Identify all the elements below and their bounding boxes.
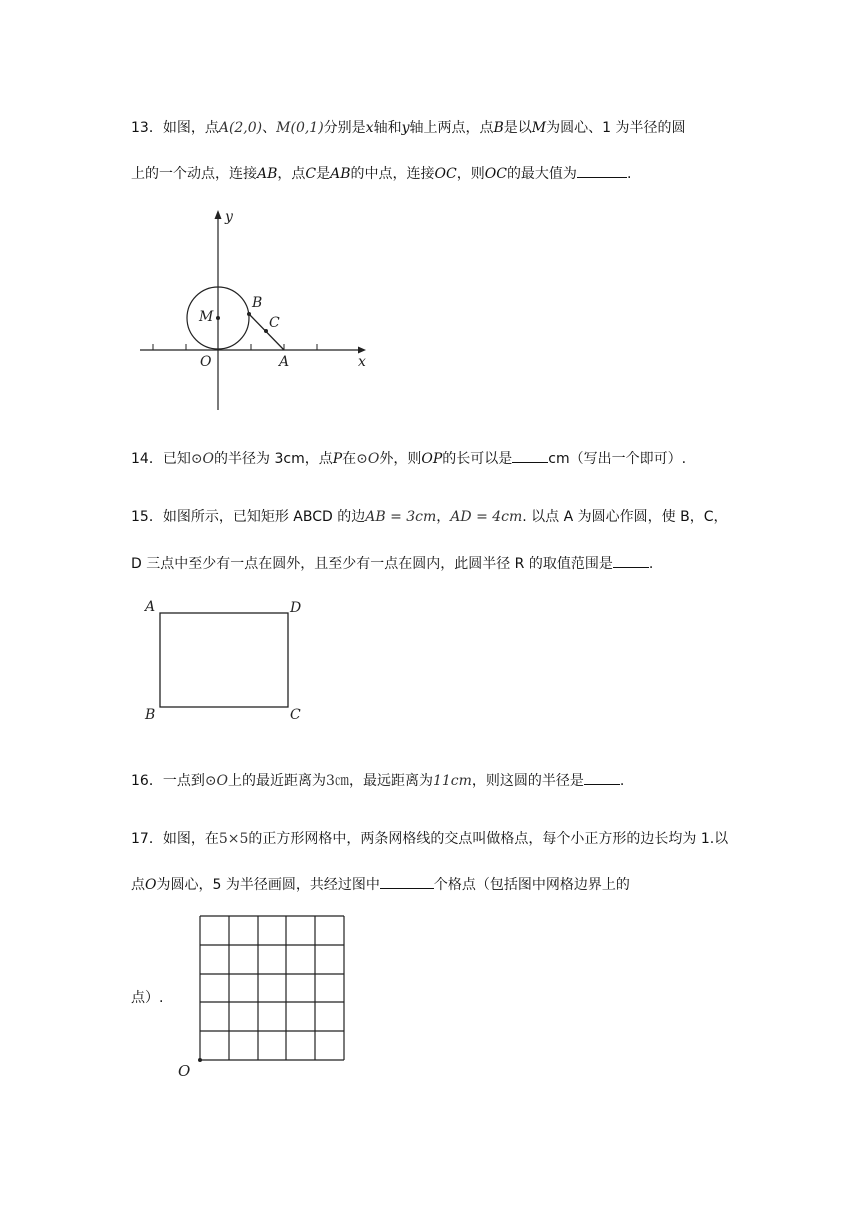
text: 的半径为 3cm，点 — [214, 451, 333, 467]
label-a: A — [145, 599, 156, 615]
text: 上的一个动点，连接 — [131, 166, 257, 182]
text: 的中点，连接 — [350, 166, 435, 182]
text: 上的最近距离为 — [228, 773, 327, 789]
point-m — [216, 316, 220, 320]
text: D 三点中至少有一点在圆外，且至少有一点在圆内，此圆半径 R 的取值范围是 — [131, 556, 613, 572]
text: 点）. — [131, 990, 164, 1006]
text: ，点 — [277, 166, 306, 182]
text: 是以 — [503, 120, 532, 136]
var-oc: OC — [484, 166, 507, 182]
label-c: C — [269, 315, 280, 331]
text: ，则这圆的半径是 — [471, 773, 584, 789]
text: . 以点 A 为圆心作圆，使 B，C， — [522, 509, 728, 525]
circle-o-symbol: ⊙O — [356, 451, 380, 467]
text: 为圆心，5 为半径画圆，共经过图中 — [156, 877, 380, 893]
text: . — [619, 773, 625, 789]
point-b — [247, 312, 251, 316]
q13-number: 13．如图，点 — [131, 120, 219, 136]
text: . — [626, 166, 632, 182]
y-axis-arrow-icon — [215, 210, 222, 219]
answer-blank[interactable] — [380, 874, 434, 889]
var-p: P — [332, 451, 343, 467]
label-m: M — [199, 309, 214, 325]
var-ab: AB — [330, 166, 351, 182]
q17-line-3 — [131, 988, 163, 1008]
q13-line-1 — [131, 118, 686, 138]
circle-o-symbol: ⊙O — [190, 451, 215, 467]
q17-line-2 — [131, 874, 630, 895]
label-a: A — [279, 354, 290, 370]
q13-figure — [130, 200, 390, 420]
text: cm（写出一个即可）. — [548, 451, 687, 467]
point-c — [264, 329, 268, 333]
q15-line-1 — [131, 507, 728, 527]
math-5x5: 5×5 — [218, 831, 249, 847]
label-x: x — [358, 354, 366, 370]
answer-blank[interactable] — [512, 448, 548, 463]
label-d: D — [290, 600, 302, 616]
point-o — [198, 1058, 202, 1062]
answer-blank[interactable] — [577, 163, 627, 178]
var-c: C — [305, 166, 317, 182]
var-y: y — [401, 120, 410, 136]
label-b: B — [252, 295, 263, 311]
q17-number: 17．如图，在 — [131, 831, 219, 847]
q14-line — [131, 448, 686, 469]
var-b: B — [493, 120, 504, 136]
text: 轴上两点，点 — [409, 120, 494, 136]
math-ab: AB = 3cm — [365, 509, 437, 525]
q17-grid-figure — [170, 910, 355, 1085]
rectangle-abcd — [160, 613, 288, 707]
var-x: x — [365, 120, 374, 136]
q15-number: 15．如图所示，已知矩形 ABCD 的边 — [131, 509, 366, 525]
var-m: M — [531, 120, 547, 136]
text: 轴和 — [373, 120, 402, 136]
math-3cm: 3㎝ — [326, 773, 349, 789]
label-c: C — [290, 707, 301, 723]
text: 是 — [316, 166, 331, 182]
text: 的最大值为 — [506, 166, 577, 182]
text: 个格点（包括图中网格边界上的 — [433, 877, 630, 893]
circle-o-symbol: ⊙O — [204, 773, 229, 789]
text: 的长可以是 — [442, 451, 513, 467]
q15-figure — [140, 595, 320, 725]
text: 为圆心、1 为半径的圆 — [546, 120, 686, 136]
text: ， — [436, 509, 451, 525]
label-o: O — [178, 1062, 191, 1080]
answer-blank[interactable] — [584, 770, 620, 785]
text: 、 — [262, 120, 277, 136]
var-o: O — [145, 877, 157, 893]
point-m-coord: M(0,1) — [276, 120, 324, 136]
q13-line-2 — [131, 163, 631, 184]
math-11cm: 11cm — [432, 773, 472, 789]
point-a-coord: A(2,0) — [218, 120, 263, 136]
axis-ticks — [153, 344, 317, 350]
text: ，则 — [456, 166, 485, 182]
q14-number: 14．已知 — [131, 451, 191, 467]
q16-number: 16．一点到 — [131, 773, 205, 789]
text: ，最远距离为 — [348, 773, 433, 789]
label-y: y — [225, 209, 233, 225]
text: 在 — [342, 451, 357, 467]
answer-blank[interactable] — [613, 553, 649, 568]
text: 外，则 — [379, 451, 422, 467]
label-o: O — [200, 354, 212, 370]
var-ab: AB — [257, 166, 278, 182]
var-op: OP — [421, 451, 443, 467]
text: 的正方形网格中，两条网格线的交点叫做格点，每个小正方形的边长均为 1.以 — [248, 831, 729, 847]
var-oc: OC — [434, 166, 457, 182]
q15-line-2 — [131, 553, 653, 574]
x-axis-arrow-icon — [358, 347, 366, 354]
q17-line-1 — [131, 829, 728, 849]
label-b: B — [145, 707, 156, 723]
text: 点 — [131, 877, 145, 893]
grid-5x5 — [200, 916, 344, 1060]
text: 分别是 — [323, 120, 366, 136]
text: . — [648, 556, 654, 572]
q16-line — [131, 770, 624, 791]
math-ad: AD = 4cm — [450, 509, 523, 525]
